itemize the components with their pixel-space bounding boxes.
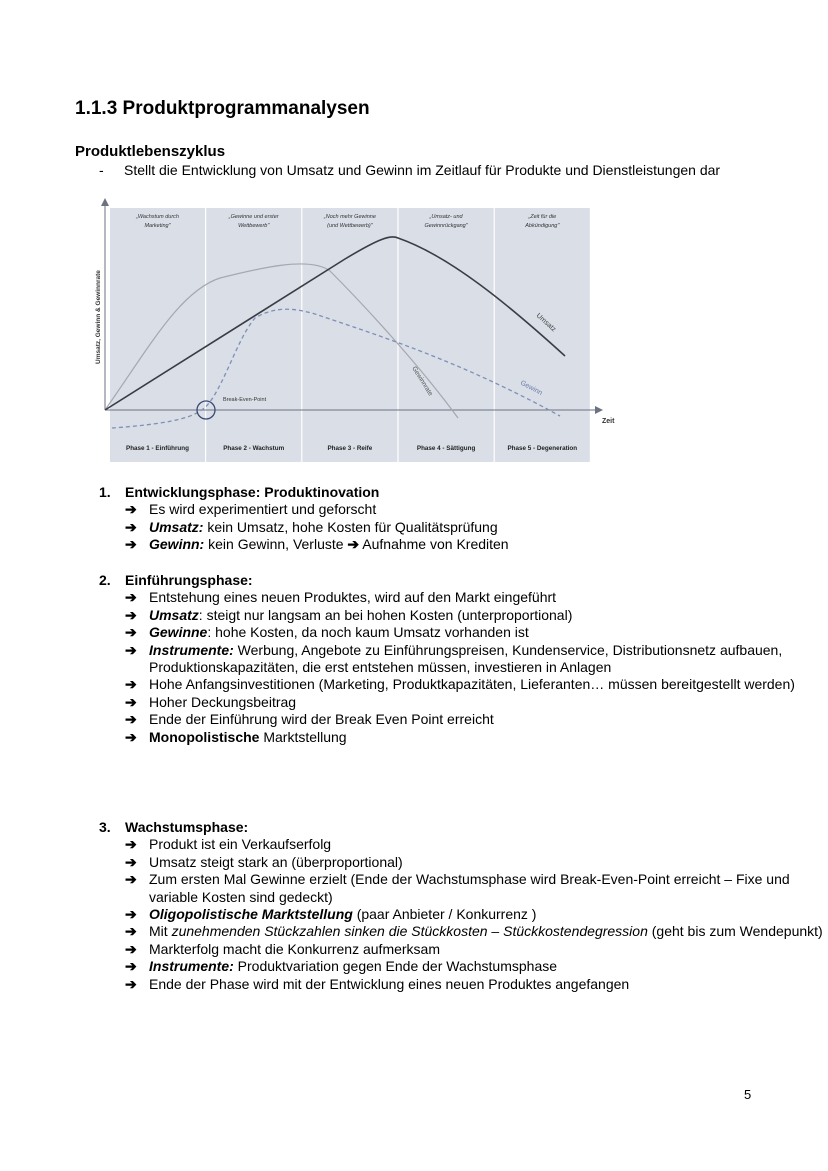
phase-quote: (und Wettbewerb)" <box>327 223 373 229</box>
list-item <box>125 976 828 993</box>
item-text: Werbung, Angebote zu Einführungspreisen, Kundenservice, Distributionsnetz aufbauen, Produktionskapazitäten, die erst entstehen müssen, investieren in Anlagen <box>149 641 783 676</box>
item-text: Aufnahme von Krediten <box>359 536 509 553</box>
list-item <box>125 729 828 746</box>
arrow-right-icon: ➔ <box>125 853 137 870</box>
item-text: : hohe Kosten, da noch kaum Umsatz vorhanden ist <box>207 624 529 641</box>
item-text: ➔ <box>347 536 360 553</box>
arrow-right-icon: ➔ <box>125 958 137 975</box>
phase-section-title <box>99 572 828 589</box>
list-item <box>125 536 509 553</box>
arrow-right-icon: ➔ <box>125 536 137 553</box>
phase-band <box>302 208 397 462</box>
item-text: Umsatz <box>149 606 199 623</box>
umsatz-label: Umsatz <box>534 312 557 334</box>
phase-section <box>99 484 509 554</box>
arrow-right-icon: ➔ <box>125 836 137 853</box>
item-text: Entstehung eines neuen Produktes, wird auf den Markt eingeführt <box>149 589 557 606</box>
item-text: Instrumente: <box>149 958 234 975</box>
item-text: Produktvariation gegen Ende der Wachstumsphase <box>233 958 558 975</box>
intro-line <box>99 162 720 178</box>
phase-label: Phase 4 - Sättigung <box>416 445 476 452</box>
item-text: Gewinne <box>149 624 208 641</box>
item-text: kein Umsatz, hohe Kosten für Qualitätsprüfung <box>203 518 498 535</box>
item-text: (geht bis zum Wendepunkt) <box>647 923 823 940</box>
y-axis-arrow-icon <box>101 198 109 206</box>
phase-label: Phase 5 - Degeneration <box>507 445 578 452</box>
phase-quote: „Umsatz- und <box>429 214 463 220</box>
break-even-label: Break-Even-Point <box>223 397 267 403</box>
item-text: (paar Anbieter / Konkurrenz ) <box>352 906 537 923</box>
list-item <box>125 694 828 711</box>
list-item <box>125 501 509 518</box>
product-lifecycle-figure <box>90 196 630 466</box>
page-number: 5 <box>744 1087 752 1102</box>
bullet-list <box>99 501 509 553</box>
phase-quote: „Wachstum durch <box>136 214 179 220</box>
phase-band <box>206 208 301 462</box>
item-text: zunehmenden Stückzahlen sinken die Stückkosten – Stückkostendegression <box>171 923 648 940</box>
list-item <box>125 589 828 606</box>
item-text: Produkt ist ein Verkaufserfolg <box>149 836 332 853</box>
x-axis-label: Zeit <box>602 418 615 425</box>
gewinnrate-label: Gewinnrate <box>410 365 434 398</box>
section-number: 2. <box>99 572 111 588</box>
list-item <box>125 519 509 536</box>
item-text: Oligopolistische Marktstellung <box>149 906 353 923</box>
arrow-right-icon: ➔ <box>125 871 137 888</box>
bullet-list <box>99 836 828 993</box>
list-item <box>125 624 828 641</box>
item-text: Marktstellung <box>259 728 347 745</box>
x-axis-arrow-icon <box>595 406 603 414</box>
section-heading: 1.1.3 Produktprogrammanalysen <box>75 98 370 119</box>
arrow-right-icon: ➔ <box>125 624 137 641</box>
phase-section-title <box>99 819 828 836</box>
phase-label: Phase 1 - Einführung <box>126 445 189 452</box>
section-title-text: Entwicklungsphase: Produktinovation <box>125 484 380 500</box>
phase-band <box>399 208 494 462</box>
phase-label: Phase 3 - Reife <box>327 445 373 452</box>
arrow-right-icon: ➔ <box>125 606 137 623</box>
item-text: Umsatz steigt stark an (überproportional) <box>149 853 403 870</box>
item-text: Ende der Phase wird mit der Entwicklung eines neuen Produktes angefangen <box>149 975 630 992</box>
phase-label: Phase 2 - Wachstum <box>223 445 285 452</box>
arrow-right-icon: ➔ <box>125 676 137 693</box>
lifecycle-diagram <box>90 196 630 466</box>
list-item <box>125 871 828 906</box>
item-text: Instrumente: <box>149 641 234 658</box>
section-title-text: Einführungsphase: <box>125 572 253 588</box>
item-text: Hohe Anfangsinvestitionen (Marketing, Produktkapazitäten, Lieferanten… müssen bereitgestellt werden) <box>149 676 795 693</box>
arrow-right-icon: ➔ <box>125 693 137 710</box>
phase-quote: Wettbewerb" <box>238 223 270 229</box>
arrow-right-icon: ➔ <box>125 940 137 957</box>
item-text: Zum ersten Mal Gewinne erzielt (Ende der Wachstumsphase wird Break-Even-Point erreicht – Fixe und variable Kosten sind gedeckt) <box>149 871 790 905</box>
phase-quote: „Zeit für die <box>528 214 557 220</box>
bullet-list <box>99 589 828 746</box>
arrow-right-icon: ➔ <box>125 975 137 992</box>
phase-quote: „Noch mehr Gewinne <box>323 214 376 220</box>
gewinn-label: Gewinn <box>519 379 544 397</box>
item-text: Hoher Deckungsbeitrag <box>149 693 297 710</box>
list-item <box>125 906 828 923</box>
list-item <box>125 711 828 728</box>
section-title-text: Wachstumsphase: <box>125 819 249 835</box>
phase-quote: Abkündigung" <box>525 223 560 229</box>
phase-quote: Marketing" <box>144 223 171 229</box>
list-item <box>125 923 828 940</box>
phase-section-title <box>99 484 509 501</box>
item-text: Markterfolg macht die Konkurrenz aufmerksam <box>149 940 440 957</box>
item-text: Es wird experimentiert und geforscht <box>149 501 377 518</box>
list-item <box>125 836 828 853</box>
intro-dash: - <box>99 162 104 178</box>
item-text: : steigt nur langsam an bei hohen Kosten (unterproportional) <box>198 606 573 623</box>
item-text: Mit <box>149 923 172 940</box>
arrow-right-icon: ➔ <box>125 501 137 518</box>
arrow-right-icon: ➔ <box>125 906 137 923</box>
item-text: Ende der Einführung wird der Break Even Point erreicht <box>149 711 494 728</box>
phase-section <box>99 819 828 993</box>
list-item <box>125 941 828 958</box>
list-item <box>125 958 828 975</box>
arrow-right-icon: ➔ <box>125 923 137 940</box>
item-text: Monopolistische <box>149 728 260 745</box>
arrow-right-icon: ➔ <box>125 589 137 606</box>
arrow-right-icon: ➔ <box>125 728 137 745</box>
phase-quote: „Gewinne und erster <box>228 214 279 220</box>
subsection-heading: Produktlebenszyklus <box>75 143 226 160</box>
item-text: kein Gewinn, Verluste <box>204 536 348 553</box>
section-number: 3. <box>99 819 111 835</box>
phase-quote: Gewinnrückgang" <box>424 223 468 229</box>
intro-text: Stellt die Entwicklung von Umsatz und Gewinn im Zeitlauf für Produkte und Dienstleistungen dar <box>124 162 721 178</box>
item-text: Umsatz: <box>149 518 204 535</box>
list-item <box>125 854 828 871</box>
arrow-right-icon: ➔ <box>125 641 137 658</box>
list-item <box>125 607 828 624</box>
item-text: Gewinn: <box>149 536 205 553</box>
arrow-right-icon: ➔ <box>125 518 137 535</box>
y-axis-label: Umsatz, Gewinn & Gewinnrate <box>95 270 102 364</box>
phase-section <box>99 572 828 746</box>
arrow-right-icon: ➔ <box>125 711 137 728</box>
list-item <box>125 676 828 693</box>
list-item <box>125 642 828 677</box>
section-number: 1. <box>99 484 111 500</box>
